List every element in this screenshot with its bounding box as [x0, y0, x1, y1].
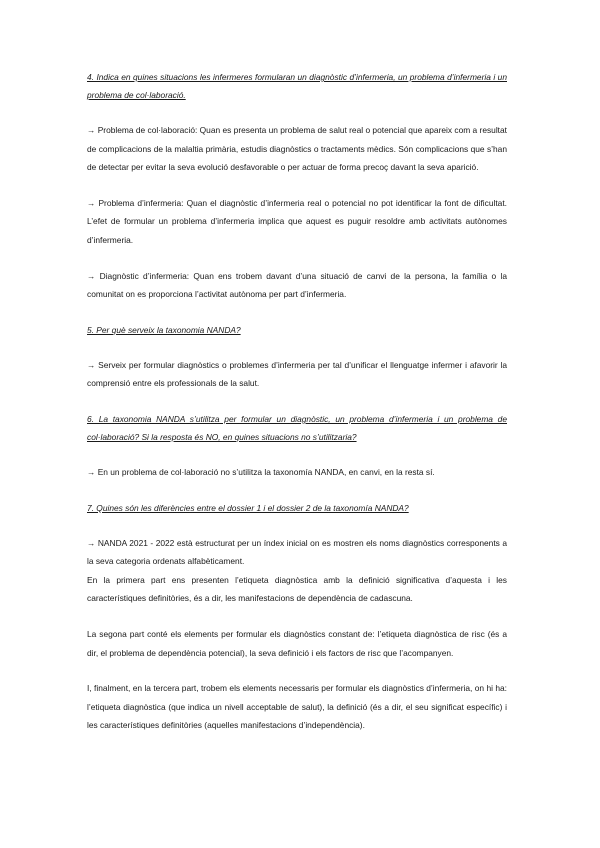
document-content: [87, 68, 507, 735]
question-4: 4. Indica en quines situacions les infermeres formularan un diagnòstic d’infermeria, un problema d’infermeria i un problema de col·laboració.: [87, 72, 507, 100]
answer-4-nursing-problem: → Problema d’infermeria: Quan el diagnòstic d’infermeria real o potencial no pot identificar la font de dificultat. L’efet de formular un problema d’infermeria implica que aquest es puguir resoldre amb activitats autònomes d’infermeria.: [87, 197, 507, 245]
answer-7-part-one: En la primera part ens presenten l’etiqueta diagnòstica amb la definició significativa d’aquesta i les característiques definitòries, és a dir, les manifestacions de dependència de cadascuna.: [87, 574, 507, 604]
answer-5: → Serveix per formular diagnòstics o problemes d’infermeria per tal d’unificar el llenguatge infermer i afavorir la comprensió entre els professionals de la salut.: [87, 359, 507, 389]
answer-7-intro: → NANDA 2021 - 2022 està estructurat per un índex inicial on es mostren els noms diagnòstics corresponents a la seva categoria ordenats alfabèticament.: [87, 537, 507, 567]
answer-6: → En un problema de col·laboració no s’utilitza la taxonomía NANDA, en canvi, en la resta sí.: [87, 466, 435, 477]
question-7: 7. Quines són les diferències entre el dossier 1 i el dossier 2 de la taxonomía NANDA?: [87, 502, 409, 513]
question-5: 5. Per què serveix la taxonomia NANDA?: [87, 324, 241, 335]
answer-7-part-three: I, finalment, en la tercera part, trobem els elements necessaris per formular els diagnòstics d’infermeria, on hi ha: l’etiqueta diagnòstica (que indica un nivell acceptable de salut), la definició (és a dir, el seu significat específic) i les característiques definitòries (aquelles manifestacions d’independència).: [87, 683, 507, 731]
answer-4-collaboration-problem: → Problema de col·laboració: Quan es presenta un problema de salut real o potencial que apareix com a resultat de complicacions de la malaltia primària, estudis diagnòstics o tractaments mèdics. Són complicacions que s’han de detectar per evitar la seva evolució desfavorable o per actuar de forma precoç davant la seva aparició.: [87, 125, 507, 173]
question-6: 6. La taxonomia NANDA s’utilitza per formular un diagnòstic, un problema d’infermeria i un problema de col·laboració? Si la resposta és NO, en quines situacions no s’utilitzaria?: [87, 413, 507, 442]
answer-4-nursing-diagnosis: → Diagnòstic d’infermeria: Quan ens trobem davant d’una situació de canvi de la persona, la família o la comunitat on es proporciona l’activitat autònoma per part d’infermeria.: [87, 270, 507, 300]
answer-7-part-two: La segona part conté els elements per formular els diagnòstics constant de: l’etiqueta diagnòstica de risc (és a dir, el problema de dependència potencial), la seva definició i els factors de risc que l’acompanyen.: [87, 628, 507, 658]
